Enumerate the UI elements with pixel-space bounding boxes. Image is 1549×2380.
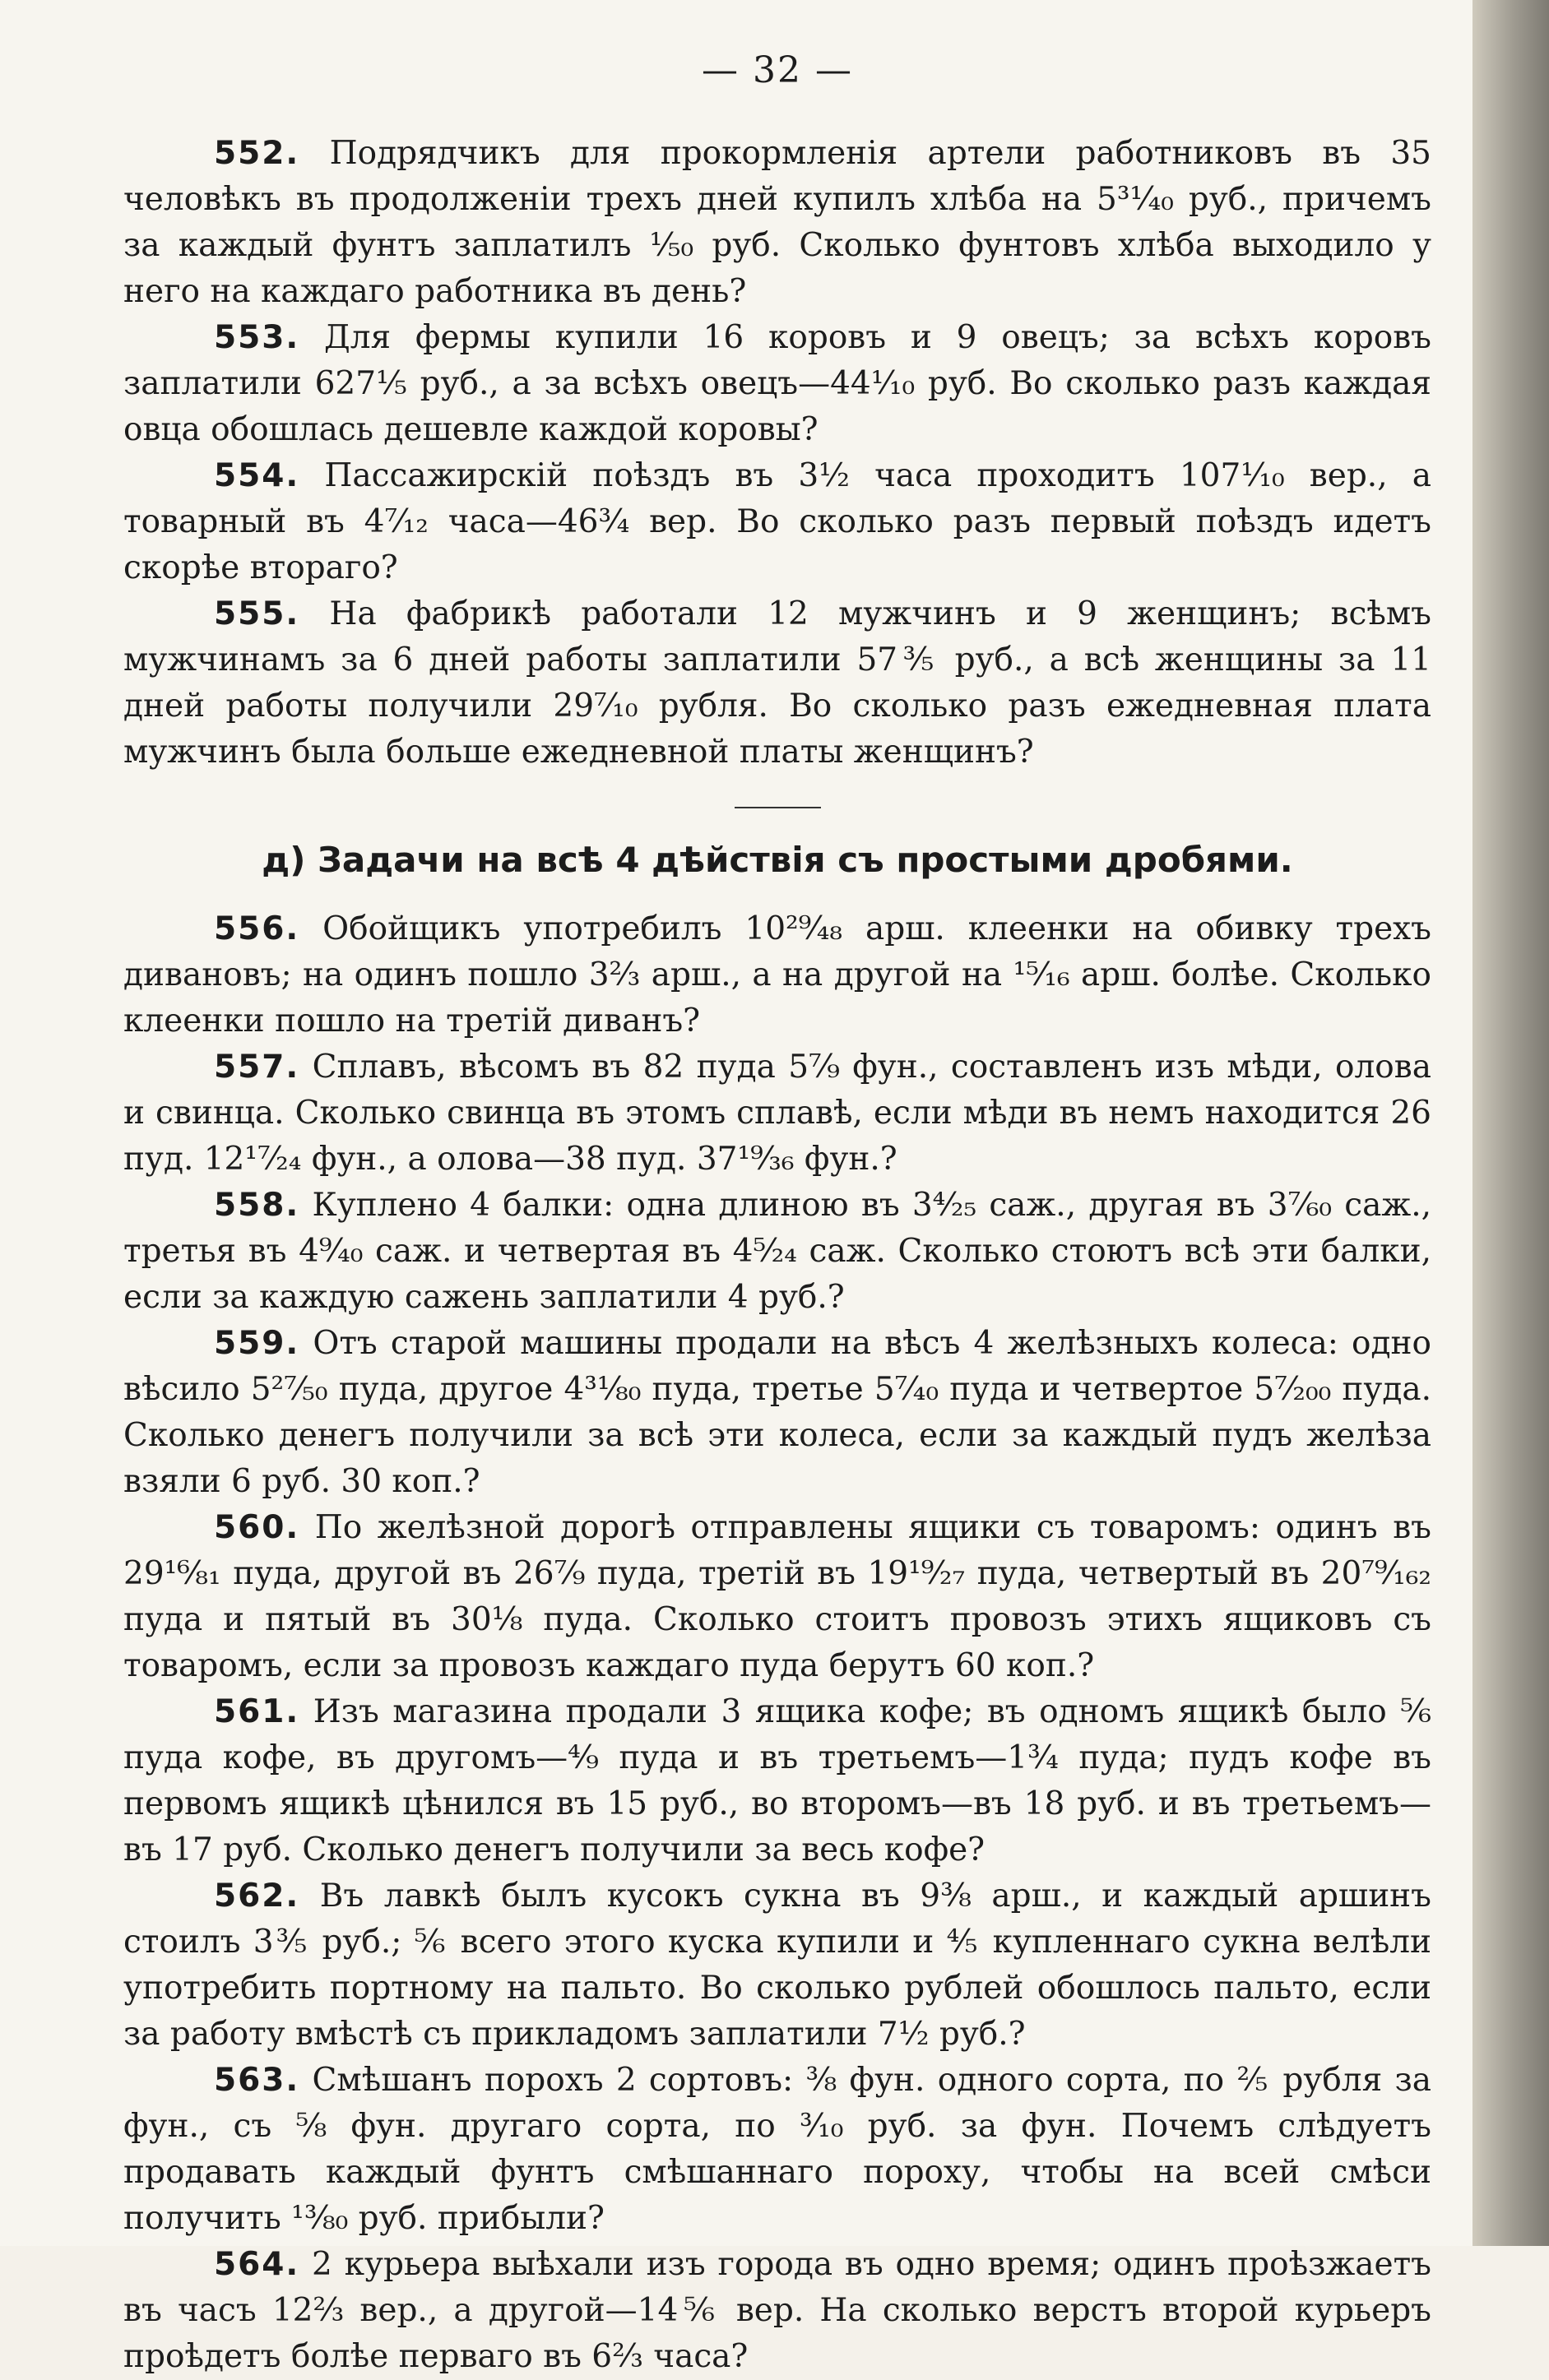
problem: [123, 1321, 1431, 1505]
problem-number: 552.: [214, 135, 300, 172]
problem-list-a: [123, 131, 1431, 776]
problem-text: Сплавъ, вѣсомъ въ 82 пуда 5⁷⁄₉ фун., составленъ изъ мѣди, олова и свинца. Сколько свинца въ этомъ сплавѣ, если мѣди въ немъ находится 26 пуд. 12¹⁷⁄₂₄ фун., а олова—38 пуд. 37¹⁹⁄₃₆ фун.?: [123, 1049, 1431, 1178]
page-number: — 32 —: [702, 49, 853, 91]
page-edge-shadow: [1472, 0, 1549, 2246]
problem-number: 562.: [214, 1878, 300, 1915]
problem: [123, 1505, 1431, 1689]
problem-text: Въ лавкѣ былъ кусокъ сукна въ 9⅜ арш., и каждый аршинъ стоилъ 3⅗ руб.; ⅚ всего этого куска купили и ⅘ купленнаго сукна велѣли употребить портному на пальто. Во сколько рублей обошлось пальто, если за работу вмѣстѣ съ прикладомъ заплатили 7½ руб.?: [123, 1878, 1431, 2053]
problem-number: 557.: [214, 1049, 300, 1086]
problem-text: По желѣзной дорогѣ отправлены ящики съ товаромъ: одинъ въ 29¹⁶⁄₈₁ пуда, другой въ 26⁷⁄₉ пуда, третій въ 19¹⁹⁄₂₇ пуда, четвертый въ 20⁷⁹⁄₁₆₂ пуда и пятый въ 30⅛ пуда. Сколько стоитъ провозъ этихъ ящиковъ съ товаромъ, если за провозъ каждаго пуда берутъ 60 коп.?: [123, 1509, 1431, 1684]
page-content: [123, 49, 1431, 2380]
problem: [123, 1183, 1431, 1321]
problem: [123, 906, 1431, 1044]
problem-number: 564.: [214, 2246, 300, 2283]
problem-number: 554.: [214, 457, 300, 494]
problem-text: Пассажирскій поѣздъ въ 3½ часа проходитъ 107¹⁄₁₀ вер., а товарный въ 4⁷⁄₁₂ часа—46¾ вер. Во сколько разъ первый поѣздъ идетъ скорѣе втораго?: [123, 457, 1431, 586]
problem-text: 2 курьера выѣхали изъ города въ одно время; одинъ проѣзжаетъ въ часъ 12⅔ вер., а другой—14⅚ вер. На сколько верстъ второй курьеръ проѣдетъ болѣе перваго въ 6⅔ часа?: [123, 2246, 1431, 2375]
problem-text: Подрядчикъ для прокормленія артели работниковъ въ 35 человѣкъ въ продолженіи трехъ дней купилъ хлѣба на 5³¹⁄₄₀ руб., причемъ за каждый фунтъ заплатилъ ¹⁄₅₀ руб. Сколько фунтовъ хлѣба выходило у него на каждаго работника въ день?: [123, 135, 1431, 310]
problem-text: Обойщикъ употребилъ 10²⁹⁄₄₈ арш. клеенки на обивку трехъ дивановъ; на одинъ пошло 3⅔ арш., а на другой на ¹⁵⁄₁₆ арш. болѣе. Сколько клеенки пошло на третій диванъ?: [123, 910, 1431, 1040]
section-title: д) Задачи на всѣ 4 дѣйствія съ простыми дробями.: [262, 840, 1293, 880]
problem: [123, 1689, 1431, 1873]
problem-list-b: [123, 906, 1431, 2380]
problem-number: 563.: [214, 2062, 300, 2099]
problem: [123, 453, 1431, 591]
problem-number: 555.: [214, 595, 300, 632]
problem-number: 558.: [214, 1187, 300, 1224]
problem: [123, 2058, 1431, 2242]
problem: [123, 1044, 1431, 1183]
problem: [123, 2242, 1431, 2380]
problem-number: 556.: [214, 910, 300, 947]
problem: [123, 315, 1431, 453]
problem-text: На фабрикѣ работали 12 мужчинъ и 9 женщинъ; всѣмъ мужчинамъ за 6 дней работы заплатили 57⅗ руб., а всѣ женщины за 11 дней работы получили 29⁷⁄₁₀ рубля. Во сколько разъ ежедневная плата мужчинъ была больше ежедневной платы женщинъ?: [123, 595, 1431, 771]
problem-text: Смѣшанъ порохъ 2 сортовъ: ⅜ фун. одного сорта, по ⅖ рубля за фун., съ ⅝ фун. другаго сорта, по ³⁄₁₀ руб. за фун. Почемъ слѣдуетъ продавать каждый фунтъ смѣшаннаго пороху, чтобы на всей смѣси получить ¹³⁄₈₀ руб. прибыли?: [123, 2062, 1431, 2237]
problem-text: Куплено 4 балки: одна длиною въ 3⁴⁄₂₅ саж., другая въ 3⁷⁄₆₀ саж., третья въ 4⁹⁄₄₀ саж. и четвертая въ 4⁵⁄₂₄ саж. Сколько стоютъ всѣ эти балки, если за каждую сажень заплатили 4 руб.?: [123, 1187, 1431, 1316]
problem-number: 553.: [214, 319, 300, 356]
problem: [123, 131, 1431, 315]
problem-number: 561.: [214, 1693, 300, 1730]
problem: [123, 1873, 1431, 2058]
problem-text: Изъ магазина продали 3 ящика кофе; въ одномъ ящикѣ было ⅚ пуда кофе, въ другомъ—⁴⁄₉ пуда и въ третьемъ—1¾ пуда; пудъ кофе въ первомъ ящикѣ цѣнился въ 15 руб., во второмъ—въ 18 руб. и въ третьемъ—въ 17 руб. Сколько денегъ получили за весь кофе?: [123, 1693, 1431, 1868]
problem-text: Отъ старой машины продали на вѣсъ 4 желѣзныхъ колеса: одно вѣсило 5²⁷⁄₅₀ пуда, другое 4³¹⁄₈₀ пуда, третье 5⁷⁄₄₀ пуда и четвертое 5⁷⁄₂₀₀ пуда. Сколько денегъ получили за всѣ эти колеса, если за каждый пудъ желѣза взяли 6 руб. 30 коп.?: [123, 1325, 1431, 1500]
section-divider: [735, 807, 821, 808]
problem-number: 559.: [214, 1325, 300, 1362]
problem: [123, 591, 1431, 776]
problem-text: Для фермы купили 16 коровъ и 9 овецъ; за всѣхъ коровъ заплатили 627⅕ руб., а за всѣхъ овецъ—44¹⁄₁₀ руб. Во сколько разъ каждая овца обошлась дешевле каждой коровы?: [123, 319, 1431, 448]
problem-number: 560.: [214, 1509, 300, 1546]
